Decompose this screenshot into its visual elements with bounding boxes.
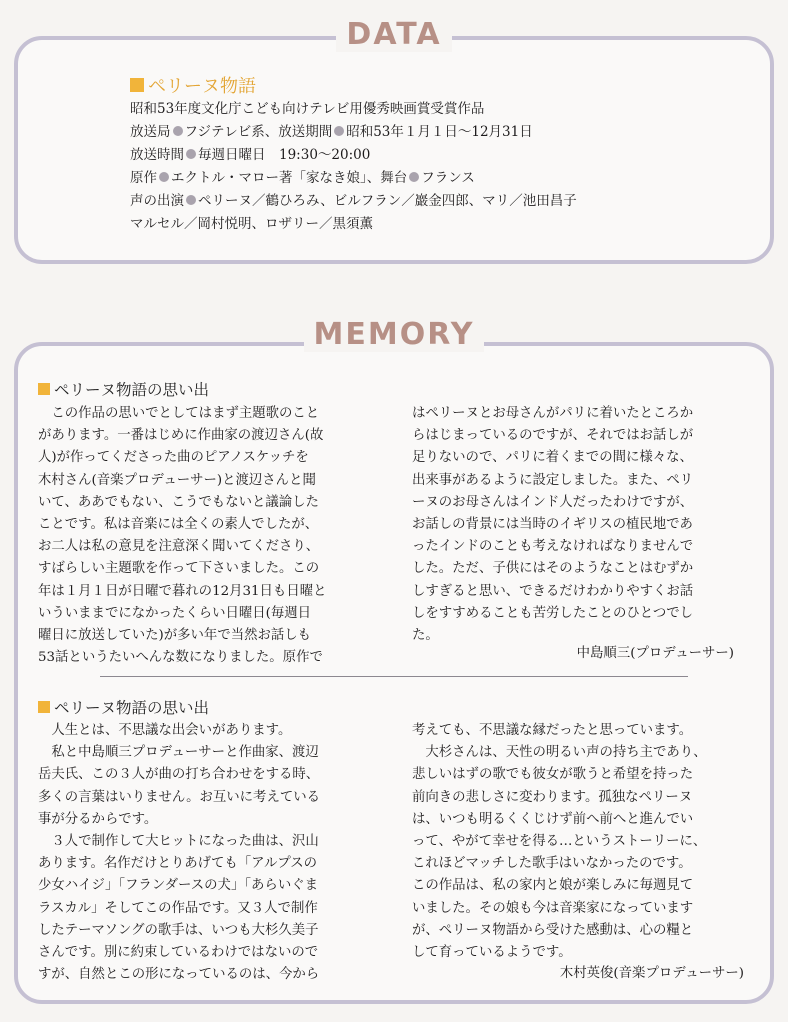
- dot-bullet-icon: [186, 195, 196, 205]
- data-title: DATA: [336, 17, 451, 52]
- memo2-heading: [38, 696, 209, 718]
- text-line: ことです。私は音楽には全くの素人でしたが、: [38, 517, 319, 533]
- dot-bullet-icon: [186, 149, 196, 159]
- text-line: お二人は私の意見を注意深く聞いてくださり、: [38, 539, 320, 555]
- memo2-right-column: [412, 720, 752, 964]
- text-line: 曜日に放送していた)が多い年で当然お話しも: [38, 628, 312, 644]
- text-line: た。: [412, 628, 439, 644]
- text-line: いういままでになかったくらい日曜日(毎週日: [38, 605, 312, 621]
- text-line: 木村さん(音楽プロデューサー)と渡辺さんと聞: [38, 472, 316, 488]
- text-line: いました。その娘も今は音楽家になっています: [412, 900, 694, 916]
- station-value: フジテレビ系、放送期間: [184, 124, 333, 140]
- text-line: らはじまっているのですが、それではお話しが: [412, 428, 694, 444]
- text-line: しすぎると思い、できるだけわかりやすくお話: [412, 583, 694, 599]
- text-line: ラスカル」そしてこの作品です。又３人で制作: [38, 900, 318, 916]
- memo1-heading: [38, 378, 209, 400]
- text-line: すばらしい主題歌を作って下さいました。この: [38, 561, 320, 577]
- text-line: 年は１月１日が日曜で暮れの12月31日も日曜と: [38, 583, 327, 599]
- text-line: 足りないので、パリに着くまでの間に様々な、: [412, 450, 693, 466]
- memo1-right-column: [412, 403, 752, 647]
- memo2-heading-text: ペリーヌ物語の思い出: [54, 699, 210, 717]
- text-line: 人生とは、不思議な出会いがあります。: [51, 723, 292, 738]
- data-title-bar: [0, 14, 788, 54]
- text-line: いて、ああでもない、こうでもないと議論した: [38, 494, 319, 510]
- data-heading-text: ペリーヌ物語: [148, 76, 256, 97]
- memo-divider: [100, 676, 688, 677]
- data-lines: [130, 98, 750, 236]
- text-line: すが、自然とこの形になっているのは、今から: [38, 967, 320, 983]
- text-line: 悲しいはずの歌でも彼女が歌うと希望を持った: [412, 767, 694, 783]
- label-cast: 声の出演: [130, 193, 184, 209]
- label-original: 原作: [130, 170, 157, 186]
- text-line: して育っているようです。: [412, 945, 572, 961]
- cast-line-2: マルセル／岡村悦明、ロザリー／黒須薫: [130, 216, 373, 232]
- text-line: 考えても、不思議な縁だったと思っています。: [412, 723, 693, 738]
- data-heading: [130, 72, 256, 98]
- text-line: しをすすめることも苦労したことのひとつでし: [412, 605, 694, 621]
- text-line: したテーマソングの歌手は、いつも大杉久美子: [38, 922, 319, 938]
- text-line: 人)が作ってくださった曲のピアノスケッチを: [38, 450, 309, 466]
- text-line: 大杉さんは、天性の明るい声の持ち主であり、: [425, 745, 707, 761]
- square-bullet-icon: [38, 383, 50, 395]
- text-line: 私と中島順三プロデューサーと作曲家、渡辺: [51, 745, 319, 761]
- memo1-signature: 中島順三(プロデューサー): [576, 646, 734, 661]
- text-line: ３人で制作して大ヒットになった曲は、沢山: [51, 834, 319, 850]
- memo1-left-column: [38, 403, 376, 669]
- dot-bullet-icon: [173, 126, 183, 136]
- text-line: お話しの背景には当時のイギリスの植民地であ: [412, 517, 693, 533]
- text-line: ーヌのお母さんはインド人だったわけですが、: [412, 494, 694, 510]
- text-line: 多くの言葉はいりません。お互いに考えている: [38, 789, 321, 805]
- award-line: 昭和53年度文化庁こども向けテレビ用優秀映画賞受賞作品: [130, 101, 485, 117]
- memo2-signature: 木村英俊(音楽プロデューサー): [559, 966, 744, 981]
- stage-value: フランス: [421, 170, 475, 186]
- time-value: 毎週日曜日 19:30～20:00: [198, 147, 371, 163]
- text-line: 53話というたいへんな数になりました。原作で: [38, 650, 323, 666]
- text-line: ったインドのことも考えなければなりませんで: [412, 539, 694, 555]
- text-line: した。ただ、子供にはそのようなことはむずか: [412, 561, 694, 577]
- text-line: これほどマッチした歌手はいなかったのです。: [412, 856, 692, 872]
- text-line: 出来事があるように設定しました。また、ペリ: [412, 472, 694, 488]
- cast-line: [130, 190, 750, 213]
- text-line: この作品の思いでとしてはまず主題歌のこと: [51, 406, 320, 421]
- text-line: さんです。別に約束しているわけではないので: [38, 945, 319, 961]
- dot-bullet-icon: [159, 172, 169, 182]
- square-bullet-icon: [130, 78, 144, 92]
- text-line: があります。一番はじめに作曲家の渡辺さん(故: [38, 428, 324, 444]
- memory-title: MEMORY: [304, 317, 485, 352]
- period-value: 昭和53年１月１日～12月31日: [346, 124, 533, 140]
- memo2-left-column: [38, 720, 376, 986]
- text-line: あります。名作だけとりあげても「アルプスの: [38, 856, 318, 872]
- dot-bullet-icon: [334, 126, 344, 136]
- text-line: はペリーヌとお母さんがパリに着いたところか: [412, 406, 694, 421]
- cast-value: ペリーヌ／鶴ひろみ、ビルフラン／巖金四郎、マリ／池田昌子: [198, 193, 577, 209]
- dot-bullet-icon: [409, 172, 419, 182]
- original-value: エクトル・マロー著「家なき娘」、舞台: [171, 170, 408, 186]
- text-line: が、ペリーヌ物語から受けた感動は、心の糧と: [412, 922, 694, 938]
- broadcast-line: [130, 121, 750, 144]
- label-station: 放送局: [130, 124, 171, 140]
- memory-title-bar: [0, 314, 788, 354]
- text-line: 前向きの悲しさに変わります。孤独なペリーヌ: [412, 789, 693, 805]
- square-bullet-icon: [38, 701, 50, 713]
- memo1-heading-text: ペリーヌ物語の思い出: [54, 381, 210, 399]
- time-line: [130, 144, 750, 167]
- text-line: 岳夫氏、この３人が曲の打ち合わせをする時、: [38, 767, 320, 783]
- original-line: [130, 167, 750, 190]
- text-line: この作品は、私の家内と娘が楽しみに毎週見て: [412, 878, 694, 894]
- text-line: 少女ハイジ」「フランダースの犬」「あらいぐま: [38, 878, 318, 894]
- text-line: 事が分るからです。: [38, 811, 158, 827]
- text-line: は、いつも明るくくじけず前へ前へと進んでい: [412, 811, 694, 827]
- label-time: 放送時間: [130, 147, 184, 163]
- text-line: って、やがて幸せを得る…というストーリーに、: [412, 834, 707, 850]
